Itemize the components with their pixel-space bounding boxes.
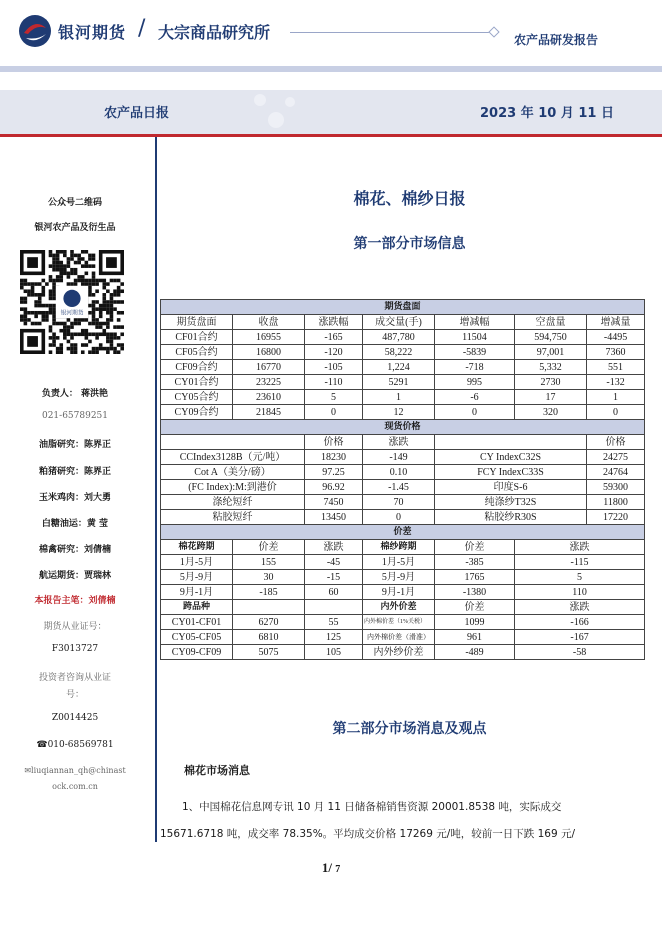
table-cell: 涤纶短纤 xyxy=(161,495,305,510)
table-cell: 纯涤纱T32S xyxy=(435,495,587,510)
table-cell: 23610 xyxy=(233,390,305,405)
table-cell: 320 xyxy=(515,405,587,420)
researcher-corn: 玉米鸡肉：刘大勇 xyxy=(38,493,111,503)
table-cell: 59300 xyxy=(587,480,645,495)
table-cell: 6270 xyxy=(233,615,305,630)
researcher-cotton: 棉禽研究：刘倩楠 xyxy=(38,545,111,555)
table-cell: 5 xyxy=(305,390,363,405)
table-cell: 24275 xyxy=(587,450,645,465)
table-cell: -58 xyxy=(515,645,645,660)
table-cell: 内外棉价差（1%关税） xyxy=(363,615,435,630)
table-cell: -489 xyxy=(435,645,515,660)
table-cell xyxy=(435,435,587,450)
header-row xyxy=(161,435,645,450)
table-cell xyxy=(305,600,363,615)
table-cell: 110 xyxy=(515,585,645,600)
license-label: 期货从业证号： xyxy=(43,622,107,632)
table-cell: 内外棉价差（滑准） xyxy=(363,630,435,645)
table-cell: 16955 xyxy=(233,330,305,345)
table-cell: 155 xyxy=(233,555,305,570)
table-cell: CY IndexC32S xyxy=(435,450,587,465)
column-header: 价差 xyxy=(435,540,515,555)
table-cell: 58,222 xyxy=(363,345,435,360)
qr-title: 公众号二维码 xyxy=(47,198,102,208)
cotton-news-title: 棉花市场消息 xyxy=(184,764,250,777)
table-cell xyxy=(233,600,305,615)
section-row xyxy=(161,300,645,315)
futures-row xyxy=(161,390,645,405)
page-current: 1/ xyxy=(321,860,332,875)
spot-row xyxy=(161,450,645,465)
column-header: 涨跌 xyxy=(305,540,363,555)
table-cell: 17220 xyxy=(587,510,645,525)
table-cell: -115 xyxy=(515,555,645,570)
column-header: 增减量 xyxy=(587,315,645,330)
table-cell: CF01合约 xyxy=(161,330,233,345)
table-cell: 55 xyxy=(305,615,363,630)
column-header: 涨跌 xyxy=(515,540,645,555)
report-header xyxy=(0,0,662,60)
table-cell: 1099 xyxy=(435,615,515,630)
table-cell: CY09合约 xyxy=(161,405,233,420)
table-cell: -15 xyxy=(305,570,363,585)
table-cell: -385 xyxy=(435,555,515,570)
table-cell: 97.25 xyxy=(305,465,363,480)
header-rule xyxy=(290,32,495,33)
table-cell: -45 xyxy=(305,555,363,570)
table-cell: 97,001 xyxy=(515,345,587,360)
column-header: 增减幅 xyxy=(435,315,515,330)
table-cell: 1 xyxy=(363,390,435,405)
consult-number: Z0014425 xyxy=(51,713,99,723)
diamond-icon xyxy=(488,26,499,37)
table-cell: -166 xyxy=(515,615,645,630)
researcher-shipping: 航运期货：贾瑞林 xyxy=(38,571,111,581)
table-cell: FCY IndexC33S xyxy=(435,465,587,480)
header-row xyxy=(161,600,645,615)
futures-row xyxy=(161,345,645,360)
futures-section-title: 期货盘面 xyxy=(161,300,645,315)
leader-phone: 021-65789251 xyxy=(41,411,109,421)
table-cell: 21845 xyxy=(233,405,305,420)
futures-row xyxy=(161,375,645,390)
table-cell: 961 xyxy=(435,630,515,645)
column-header: 空盘量 xyxy=(515,315,587,330)
column-header: 收盘 xyxy=(233,315,305,330)
table-cell: 487,780 xyxy=(363,330,435,345)
table-cell: 16800 xyxy=(233,345,305,360)
report-title: 棉花、棉纱日报 xyxy=(353,189,466,208)
table-cell: 24764 xyxy=(587,465,645,480)
futures-row xyxy=(161,360,645,375)
galaxy-logo-icon xyxy=(18,14,52,48)
table-cell: 2730 xyxy=(515,375,587,390)
spread-row xyxy=(161,570,645,585)
table-cell: -718 xyxy=(435,360,515,375)
cross-row xyxy=(161,645,645,660)
table-cell: 11800 xyxy=(587,495,645,510)
table-cell: 18230 xyxy=(305,450,363,465)
table-cell: -5839 xyxy=(435,345,515,360)
table-cell: 0.10 xyxy=(363,465,435,480)
table-cell: -132 xyxy=(587,375,645,390)
table-cell: CY05合约 xyxy=(161,390,233,405)
page-number xyxy=(0,860,662,876)
table-cell: 594,750 xyxy=(515,330,587,345)
page-total: 7 xyxy=(335,864,341,875)
table-cell: 5291 xyxy=(363,375,435,390)
table-cell: 551 xyxy=(587,360,645,375)
spot-row xyxy=(161,495,645,510)
table-cell: 9月-1月 xyxy=(161,585,233,600)
market-table xyxy=(160,299,645,660)
table-cell: CY05-CF05 xyxy=(161,630,233,645)
cross-row xyxy=(161,615,645,630)
spread-row xyxy=(161,555,645,570)
table-cell: 30 xyxy=(233,570,305,585)
table-cell: 105 xyxy=(305,645,363,660)
table-cell: CF05合约 xyxy=(161,345,233,360)
table-cell: -1380 xyxy=(435,585,515,600)
spot-row xyxy=(161,465,645,480)
brand-name: 银河期货 xyxy=(58,23,127,42)
table-cell: 96.92 xyxy=(305,480,363,495)
column-header: 棉纱跨期 xyxy=(363,540,435,555)
report-author: 本报告主笔：刘倩楠 xyxy=(34,596,116,606)
spread-section-title: 价差 xyxy=(161,525,645,540)
spot-row xyxy=(161,480,645,495)
section-row xyxy=(161,420,645,435)
cotton-news-paragraph: 1、中国棉花信息网专讯 10 月 11 日储备棉销售资源 20001.8538 吨，实际成交 15671.6718 吨，成交率 78.35%。平均成交价格 17269 元/吨，较前一日下跌 169 元/ xyxy=(160,801,576,840)
table-cell: 1月-5月 xyxy=(363,555,435,570)
column-header: 价格 xyxy=(305,435,363,450)
consult-label-cont: 号： xyxy=(65,690,84,700)
column-header: 价差 xyxy=(435,600,515,615)
table-cell: 5月-9月 xyxy=(161,570,233,585)
table-cell: -120 xyxy=(305,345,363,360)
table-cell: 0 xyxy=(363,510,435,525)
table-cell: CY01-CF01 xyxy=(161,615,233,630)
column-header: 成交量(手) xyxy=(363,315,435,330)
table-cell: 5,332 xyxy=(515,360,587,375)
table-cell: 0 xyxy=(435,405,515,420)
table-cell: 印度S-6 xyxy=(435,480,587,495)
consult-label: 投资者咨询从业证 xyxy=(38,673,111,683)
table-cell: 995 xyxy=(435,375,515,390)
table-cell: 23225 xyxy=(233,375,305,390)
table-cell: CF09合约 xyxy=(161,360,233,375)
table-cell: -4495 xyxy=(587,330,645,345)
table-cell: 粘胶短纤 xyxy=(161,510,305,525)
section-row xyxy=(161,525,645,540)
table-cell: 125 xyxy=(305,630,363,645)
futures-row xyxy=(161,405,645,420)
header-row xyxy=(161,315,645,330)
researcher-meal-hog: 粕猪研究：陈界正 xyxy=(38,467,111,477)
table-cell xyxy=(161,435,305,450)
researcher-oils: 油脂研究：陈界正 xyxy=(38,440,111,450)
table-cell: CY01合约 xyxy=(161,375,233,390)
spot-row xyxy=(161,510,645,525)
table-cell: 粘胶纱R30S xyxy=(435,510,587,525)
column-header: 期货盘面 xyxy=(161,315,233,330)
cross-row xyxy=(161,630,645,645)
table-cell: 0 xyxy=(587,405,645,420)
contact-email[interactable]: ✉liuqiannan_qh@chinast xyxy=(24,766,126,775)
table-cell: 17 xyxy=(515,390,587,405)
license-number: F3013727 xyxy=(51,644,99,654)
table-cell: 5075 xyxy=(233,645,305,660)
table-cell: -165 xyxy=(305,330,363,345)
qr-code-icon[interactable] xyxy=(20,250,124,354)
header-red-rule xyxy=(0,134,662,137)
report-type: 农产品研发报告 xyxy=(514,33,599,47)
table-cell: -185 xyxy=(233,585,305,600)
table-cell: Cot A（美分/磅） xyxy=(161,465,305,480)
researcher-sugar: 白糖油运：黄 莹 xyxy=(41,519,109,529)
institute-name: 大宗商品研究所 xyxy=(158,23,271,42)
decorative-dots-icon xyxy=(230,90,430,134)
table-cell: 7360 xyxy=(587,345,645,360)
report-date: 2023 年 10 月 11 日 xyxy=(480,106,614,121)
sub-header xyxy=(0,90,662,134)
column-header: 涨跌幅 xyxy=(305,315,363,330)
futures-row xyxy=(161,330,645,345)
column-header: 跨品种 xyxy=(161,600,233,615)
table-cell: 11504 xyxy=(435,330,515,345)
section-market-info: 第一部分市场信息 xyxy=(353,236,466,252)
section-news-views: 第二部分市场消息及观点 xyxy=(332,721,487,737)
table-cell: (FC Index):M:到港价 xyxy=(161,480,305,495)
table-cell: -110 xyxy=(305,375,363,390)
table-cell: 16770 xyxy=(233,360,305,375)
spot-section-title: 现货价格 xyxy=(161,420,645,435)
brand-divider: / xyxy=(138,16,146,41)
column-header: 内外价差 xyxy=(363,600,435,615)
column-header: 价差 xyxy=(233,540,305,555)
column-header: 价格 xyxy=(587,435,645,450)
table-cell: CCIndex3128B（元/吨） xyxy=(161,450,305,465)
table-cell: 1765 xyxy=(435,570,515,585)
table-cell: -167 xyxy=(515,630,645,645)
table-cell: 9月-1月 xyxy=(363,585,435,600)
table-cell: 1 xyxy=(587,390,645,405)
table-cell: 6810 xyxy=(233,630,305,645)
table-cell: 5 xyxy=(515,570,645,585)
table-cell: -1.45 xyxy=(363,480,435,495)
contact-phone: ☎010-68569781 xyxy=(36,740,114,750)
table-cell: 1月-5月 xyxy=(161,555,233,570)
leader: 负责人： 蒋洪艳 xyxy=(41,389,109,399)
table-cell: 12 xyxy=(363,405,435,420)
qr-subtitle: 银河农产品及衍生品 xyxy=(34,223,116,233)
table-cell: 13450 xyxy=(305,510,363,525)
contact-email-cont[interactable]: ock.com.cn xyxy=(52,782,98,791)
table-cell: CY09-CF09 xyxy=(161,645,233,660)
table-cell: -105 xyxy=(305,360,363,375)
column-header: 棉花跨期 xyxy=(161,540,233,555)
table-cell: 5月-9月 xyxy=(363,570,435,585)
header-row xyxy=(161,540,645,555)
table-cell: 60 xyxy=(305,585,363,600)
table-cell: 7450 xyxy=(305,495,363,510)
daily-report-label: 农产品日报 xyxy=(104,106,170,121)
qr-logo-text: 银河期货 xyxy=(60,310,84,317)
column-header: 涨跌 xyxy=(363,435,435,450)
table-cell: -149 xyxy=(363,450,435,465)
table-cell: 内外纱价差 xyxy=(363,645,435,660)
table-cell: -6 xyxy=(435,390,515,405)
table-cell: 1,224 xyxy=(363,360,435,375)
spread-row xyxy=(161,585,645,600)
table-cell: 0 xyxy=(305,405,363,420)
table-cell: 70 xyxy=(363,495,435,510)
column-header: 涨跌 xyxy=(515,600,645,615)
